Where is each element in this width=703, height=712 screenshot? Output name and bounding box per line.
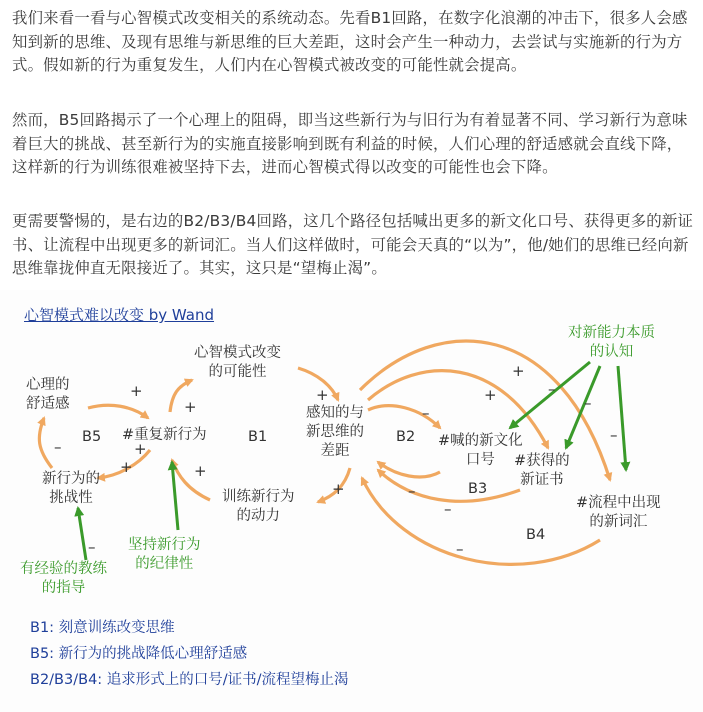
node-slogan-label: #喊的新文化 口号 — [438, 433, 523, 468]
node-process-label: #流程中出现 的新词汇 — [576, 495, 661, 530]
arrow-challenge-to-comfort — [39, 418, 52, 468]
loop-b1: B1 — [248, 429, 268, 445]
node-discipline — [128, 536, 201, 574]
diagram-title: 心智模式难以改变 by Wand — [24, 306, 215, 324]
node-certificate-label: #获得的 新证书 — [514, 453, 570, 488]
legend-b1: B1: 刻意训练改变思维 — [30, 620, 175, 636]
sign-minus: – — [88, 538, 96, 556]
sign-minus: – — [444, 500, 452, 518]
sign-plus: + — [194, 462, 207, 480]
node-process — [576, 494, 661, 532]
sign-minus: – — [584, 394, 592, 412]
paragraph-b1: 我们来看一看与心智模式改变相关的系统动态。先看B1回路，在数字化浪潮的冲击下，很多人会感知到新的思维、及现有思维与新思维的巨大差距，这时会产生一种动力，去尝试与实施新的行为方式。假如新的行为重复发生，人们内在心智模式被改变的可能性就会提高。 — [12, 9, 688, 74]
node-challenge-label: 新行为的 挑战性 — [42, 471, 100, 506]
sign-minus: – — [610, 426, 618, 444]
sign-plus: + — [484, 386, 497, 404]
node-possibility-label: 心智模式改变 的可能性 — [194, 345, 281, 380]
node-gap-label: 感知的与 新思维的 差距 — [306, 405, 364, 459]
node-challenge — [42, 470, 100, 508]
arrow-slogan-to-gap — [378, 462, 440, 477]
node-coach — [20, 560, 107, 598]
loop-b5: B5 — [82, 429, 102, 445]
loop-b2: B2 — [396, 429, 416, 445]
node-comfort-label: 心理的 舒适感 — [26, 377, 70, 412]
node-essence-label: 对新能力本质 的认知 — [568, 325, 655, 360]
sign-minus: – — [548, 380, 556, 398]
legend-b5: B5: 新行为的挑战降低心理舒适感 — [30, 646, 248, 662]
sign-minus: – — [422, 404, 430, 422]
loop-b3: B3 — [468, 481, 488, 497]
sign-plus: + — [332, 480, 345, 498]
node-repeat-label: #重复新行为 — [122, 427, 207, 443]
arrow-coach-to-challenge — [78, 508, 86, 560]
sign-plus: + — [316, 386, 329, 404]
node-slogan — [438, 432, 523, 470]
sign-minus: – — [54, 438, 62, 456]
sign-plus: + — [512, 362, 525, 380]
loop-b4: B4 — [526, 527, 546, 543]
causal-loop-diagram — [0, 290, 703, 712]
arrow-essence-to-process — [618, 366, 626, 470]
paragraph-b5: 然而，B5回路揭示了一个心理上的阻碍，即当这些新行为与旧行为有着显著不同、学习新行为意味着巨大的挑战、甚至新行为的实施直接影响到既有利益的时候，人们心理的舒适感就会直线下降，这样新的行为训练很难被坚持下去，进而心智模式得以改变的可能性也会下降。 — [12, 111, 688, 176]
arrow-comfort-to-repeat — [88, 405, 148, 418]
sign-plus: + — [184, 398, 197, 416]
legend-b2-b3-b4: B2/B3/B4: 追求形式上的口号/证书/流程望梅止渴 — [30, 672, 349, 688]
node-possibility — [194, 344, 281, 382]
node-motivation — [222, 488, 295, 526]
paragraph-b2-b3-b4: 更需要警惕的，是右边的B2/B3/B4回路，这几个路径包括喊出更多的新文化口号、获得更多的新证书、让流程中出现更多的新词汇。当人们这样做时，可能会天真的“以为”，他/她们的思维已经向新思维靠拢伸直无限接近了。其实，这只是“望梅止渴”。 — [12, 212, 694, 277]
node-coach-label: 有经验的教练 的指导 — [20, 561, 107, 596]
node-motivation-label: 训练新行为 的动力 — [222, 489, 295, 524]
node-comfort — [26, 376, 70, 414]
node-discipline-label: 坚持新行为 的纪律性 — [128, 537, 201, 572]
sign-plus: + — [130, 382, 143, 400]
sign-plus: + — [120, 458, 133, 476]
sign-plus: + — [134, 440, 147, 458]
sign-minus: – — [456, 540, 464, 558]
node-gap — [306, 404, 364, 461]
sign-minus: – — [408, 482, 416, 500]
node-essence — [568, 324, 655, 362]
node-certificate — [514, 452, 570, 490]
